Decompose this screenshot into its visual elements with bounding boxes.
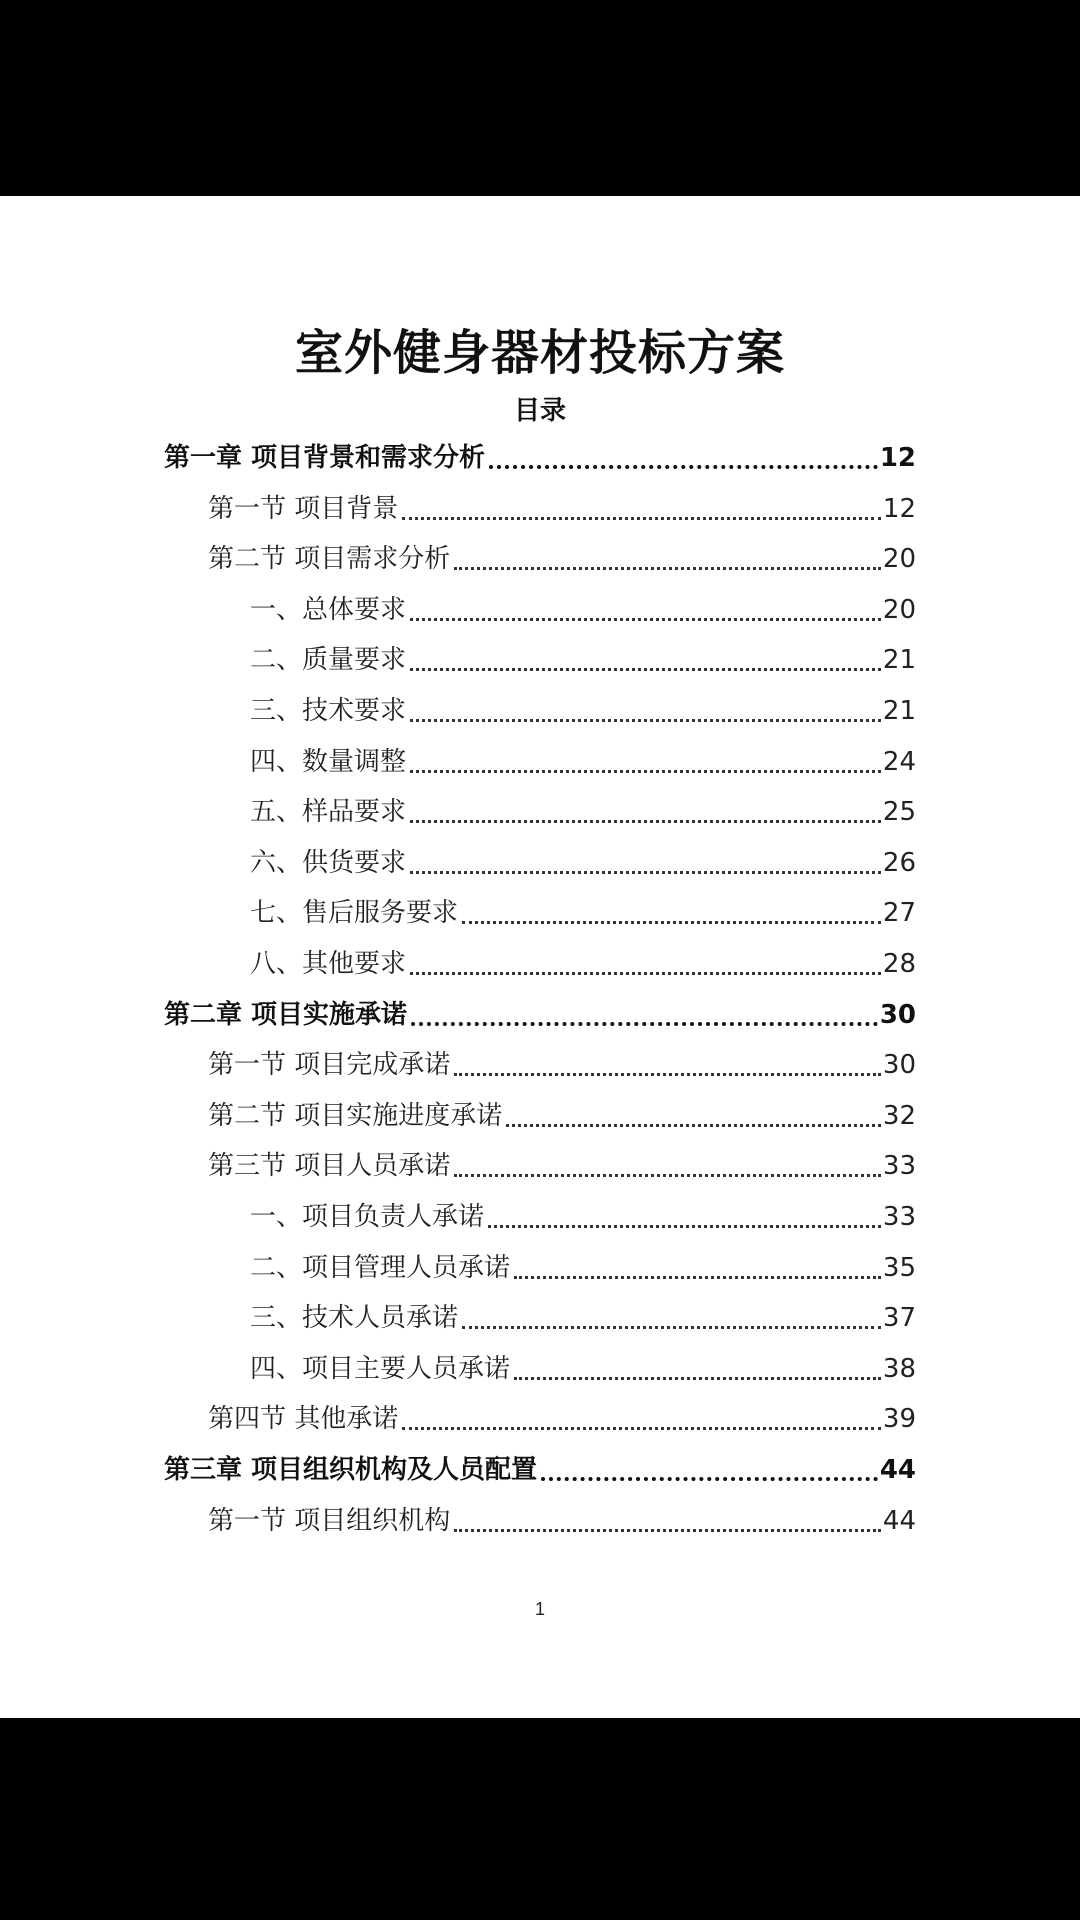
toc-entry-page: 44 bbox=[879, 1455, 916, 1485]
toc-entry[interactable] bbox=[250, 640, 916, 680]
toc-dot-leader bbox=[410, 871, 881, 874]
toc-entry-page: 21 bbox=[882, 645, 916, 676]
toc-entry[interactable] bbox=[250, 1298, 916, 1338]
toc-entry-label: 第二节 项目需求分析 bbox=[208, 544, 451, 575]
toc-entry-page: 44 bbox=[882, 1505, 916, 1536]
toc-entry-page: 24 bbox=[882, 746, 916, 777]
toc-entry-label: 第一节 项目组织机构 bbox=[208, 1505, 451, 1536]
toc-entry-page: 25 bbox=[882, 797, 916, 828]
toc-dot-leader bbox=[514, 1377, 881, 1380]
toc-entry-page: 33 bbox=[882, 1151, 916, 1182]
document-page bbox=[0, 196, 1080, 1718]
toc-entry-page: 35 bbox=[882, 1252, 916, 1283]
toc-entry-page: 39 bbox=[882, 1404, 916, 1435]
toc-dot-leader bbox=[410, 972, 881, 975]
toc-entry-page: 20 bbox=[882, 544, 916, 575]
page-number: 1 bbox=[534, 1599, 545, 1619]
toc-entry[interactable] bbox=[208, 1501, 916, 1541]
toc-dot-leader bbox=[454, 1529, 881, 1532]
toc-entry-label: 二、项目管理人员承诺 bbox=[250, 1252, 511, 1283]
toc-entry-label: 三、技术要求 bbox=[250, 696, 407, 726]
toc-entry-label: 七、售后服务要求 bbox=[250, 898, 459, 929]
toc-entry-label: 五、样品要求 bbox=[250, 797, 407, 828]
toc-dot-leader bbox=[541, 1477, 878, 1481]
toc-entry-page: 38 bbox=[882, 1353, 916, 1384]
toc-entry[interactable] bbox=[208, 1045, 916, 1085]
toc-entry[interactable] bbox=[250, 944, 916, 984]
toc-entry-label: 二、质量要求 bbox=[250, 645, 407, 676]
toc-entry[interactable] bbox=[250, 1349, 916, 1389]
toc-entry[interactable] bbox=[208, 1146, 916, 1186]
toc-entry-label: 一、总体要求 bbox=[250, 594, 407, 625]
toc-entry[interactable] bbox=[208, 489, 916, 529]
toc-heading: 目录 bbox=[513, 396, 566, 426]
toc-dot-leader bbox=[410, 618, 881, 621]
toc-entry-page: 12 bbox=[879, 443, 916, 473]
toc-dot-leader bbox=[410, 820, 881, 823]
toc-entry-page: 27 bbox=[882, 898, 916, 929]
toc-entry[interactable] bbox=[250, 792, 916, 832]
toc-entry[interactable] bbox=[250, 691, 916, 731]
toc-entry-page: 37 bbox=[882, 1303, 916, 1334]
toc-entry-label: 第二章 项目实施承诺 bbox=[164, 999, 408, 1030]
toc-dot-leader bbox=[454, 1073, 881, 1076]
toc-entry-label: 第一节 项目完成承诺 bbox=[208, 1050, 451, 1081]
toc-dot-leader bbox=[488, 1225, 881, 1228]
toc-entry-label: 第三节 项目人员承诺 bbox=[208, 1151, 451, 1182]
toc-dot-leader bbox=[410, 770, 881, 773]
toc-entry-page: 26 bbox=[882, 847, 916, 878]
toc-entry[interactable] bbox=[164, 995, 916, 1035]
toc-entry[interactable] bbox=[164, 1450, 916, 1490]
toc-dot-leader bbox=[402, 517, 881, 520]
toc-entry-label: 四、数量调整 bbox=[250, 746, 407, 777]
toc-dot-leader bbox=[402, 1427, 881, 1430]
toc-entry[interactable] bbox=[164, 438, 916, 478]
toc-entry-page: 33 bbox=[882, 1202, 916, 1232]
toc-entry-label: 一、项目负责人承诺 bbox=[250, 1202, 485, 1232]
toc-entry[interactable] bbox=[250, 742, 916, 782]
toc-dot-leader bbox=[514, 1276, 881, 1279]
toc-entry-label: 四、项目主要人员承诺 bbox=[250, 1353, 511, 1384]
toc-entry-page: 30 bbox=[879, 999, 916, 1030]
toc-entry-page: 32 bbox=[882, 1100, 916, 1131]
toc-dot-leader bbox=[411, 1022, 878, 1026]
toc-entry-label: 第一节 项目背景 bbox=[208, 493, 399, 524]
toc-entry-page: 28 bbox=[882, 949, 916, 979]
toc-entry[interactable] bbox=[250, 1197, 916, 1237]
document-title: 室外健身器材投标方案 bbox=[294, 325, 785, 381]
toc-entry-label: 三、技术人员承诺 bbox=[250, 1303, 459, 1334]
toc-dot-leader bbox=[410, 719, 881, 722]
toc-entry[interactable] bbox=[208, 1399, 916, 1439]
toc-dot-leader bbox=[454, 567, 881, 570]
toc-dot-leader bbox=[410, 668, 881, 671]
toc-dot-leader bbox=[489, 465, 878, 469]
toc-dot-leader bbox=[454, 1174, 881, 1177]
toc-entry[interactable] bbox=[250, 590, 916, 630]
toc-entry-page: 30 bbox=[882, 1050, 916, 1081]
toc-entry-page: 12 bbox=[882, 493, 916, 524]
toc-entry[interactable] bbox=[250, 893, 916, 933]
toc-entry-page: 20 bbox=[882, 594, 916, 625]
toc-entry[interactable] bbox=[250, 843, 916, 883]
toc-entry-label: 八、其他要求 bbox=[250, 949, 407, 979]
toc-entry[interactable] bbox=[208, 539, 916, 579]
toc-entry-label: 第二节 项目实施进度承诺 bbox=[208, 1100, 503, 1131]
toc-entry-label: 第四节 其他承诺 bbox=[208, 1404, 399, 1435]
toc-dot-leader bbox=[462, 921, 881, 924]
toc-dot-leader bbox=[462, 1326, 881, 1329]
toc-entry[interactable] bbox=[250, 1248, 916, 1288]
toc-dot-leader bbox=[506, 1124, 881, 1127]
toc-entry-label: 第三章 项目组织机构及人员配置 bbox=[164, 1455, 538, 1485]
toc-entry-label: 第一章 项目背景和需求分析 bbox=[164, 443, 486, 473]
toc-entry[interactable] bbox=[208, 1096, 916, 1136]
toc-entry-page: 21 bbox=[882, 696, 916, 726]
toc-entry-label: 六、供货要求 bbox=[250, 847, 407, 878]
